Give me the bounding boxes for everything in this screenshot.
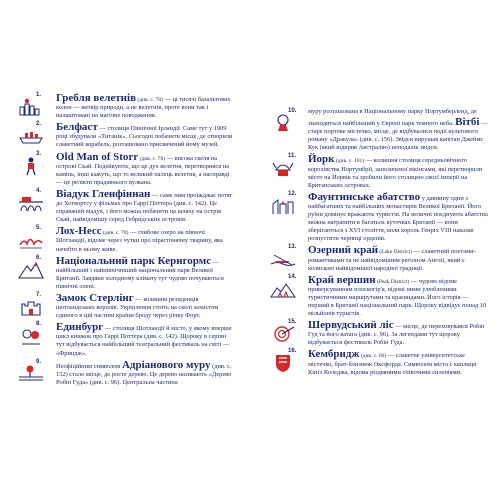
entry-title: Край вершин	[308, 273, 376, 286]
entry-title: Віадук Гленфіннан	[56, 187, 151, 200]
entry-reference: (див. с. 60)	[359, 353, 387, 360]
entry-text	[56, 255, 236, 291]
nessie-icon	[18, 230, 44, 250]
entry-description: — столиця Північної Ірландії. Саме тут у 1909 році збудували «Титанік». Сьогодні побачити місце, де створили славетний корабель, розташовано присвячений йому музей.	[56, 125, 233, 149]
entry-text	[56, 121, 236, 149]
entry-5	[18, 225, 236, 253]
entry-15	[270, 319, 490, 347]
fringe-icon	[18, 326, 44, 346]
whitby-icon	[270, 113, 296, 133]
entry-number: 14.	[288, 273, 297, 280]
entry-description: — колишня столиця середньовічного королівства Нортумбрії, запозиченої вікінгами, які перетворили місто на Йорвік та зробили його столицею своєї імперії на Британських островах.	[308, 157, 483, 189]
entry-title: Національний парк Кернгормс	[56, 254, 212, 267]
entry-text	[56, 188, 236, 224]
entry-number: 5.	[36, 225, 42, 232]
entry-text	[56, 292, 236, 320]
entry-description: — славетне університетське містечко, брат-близнюк Оксфорда. Символом міста є каплиця Кінґз Коледжа, відома різдвяними співочими силеніями.	[308, 352, 477, 376]
entry-9	[18, 359, 236, 387]
entry-number: 1.	[36, 92, 42, 98]
entry-text	[56, 92, 236, 120]
giants-causeway-icon	[18, 97, 44, 117]
mountain-icon	[18, 260, 44, 280]
entry-lead: Неофіційним символом	[56, 362, 122, 370]
entry-title: Old Man of Storr	[56, 150, 139, 163]
entry-title: Йорк	[308, 153, 335, 166]
entry-description: — висока скеля на острові Скай. Подейкують, що це дух велетня, перетворився на камінь, інші кажуть, що то великий палець велетня, а насправді — це релікти прадавнього вулкана.	[56, 154, 230, 186]
entry-title: Гребля велетнів	[56, 92, 137, 104]
entry-text	[56, 359, 236, 387]
entry-number: 9.	[36, 358, 42, 365]
entry-description: (див. с. 152) стало місце, де росте дерево. Це дерево називають «Дерево Робін Гуда» (див. с. 96). Центральна частина	[56, 362, 232, 386]
entry-description: — старе портове містечко, місце, де відбувалися події культового роману «Дракула» (див. с. 156). Звідси вирушав капітан Джеймс Кук (який відкрив Австралію) неподалік звідси.	[308, 120, 488, 152]
hiker-icon	[18, 156, 44, 176]
entry-description: — колишня резиденція шотландських королів. Укріплення стоїть на скелі захистом єдиного в цій частині країни броду через річку Форт.	[56, 295, 219, 320]
entry-text	[308, 191, 490, 244]
abbey-icon	[270, 196, 296, 216]
entry-number: 6.	[36, 254, 42, 261]
entry-number: 12.	[288, 190, 297, 197]
entry-description: — глибоке озеро на півночі Шотландії, відоме через чутки про пірастоначну тварину, яка начебто в ньому живе.	[56, 229, 223, 253]
cambridge-crest-icon	[270, 353, 296, 373]
entry-title: Замок Стерлінг	[56, 291, 134, 304]
entry-number: 11.	[288, 153, 297, 160]
target-arrow-icon	[270, 324, 296, 344]
entry-number: 16.	[288, 348, 297, 355]
entry-text	[56, 225, 236, 253]
entry-title: Белфаст	[56, 121, 98, 134]
entry-number: 15.	[288, 319, 297, 326]
entry-number: 7.	[36, 291, 42, 298]
entry-number: 13.	[288, 244, 297, 251]
entry-title: Вітбі	[455, 116, 480, 129]
entry-title: Шервудський ліс	[308, 319, 394, 332]
entry-title: Лох-Несс	[56, 225, 102, 238]
entry-title: Единбург	[56, 321, 104, 334]
entry-16	[270, 348, 490, 376]
entry-description: — саме ним проїжджає потяг до Хогвортсу у фільмах про Гаррі Поттера (див. с. 142). Це справжній віадук, і його можна побачити на шляху на острів Скай, найвідомішу серед Гебридських островів.	[56, 191, 233, 224]
entry-title: Фаунтинське абатство	[308, 190, 421, 203]
entry-reference: (див. с. 78)	[101, 230, 129, 237]
entry-4	[18, 188, 236, 224]
entry-text	[308, 348, 490, 376]
roman-wall-icon	[18, 364, 44, 384]
entry-description: — ці тисячі базальтових колон — витвір природи, а не велетнів, проте вони так і налаштовані на магічне поводження.	[56, 96, 231, 120]
entry-7	[18, 292, 236, 320]
entry-reference: (див. с. 78)	[136, 97, 163, 103]
entry-number: 4.	[36, 187, 42, 194]
entry-description: — місце, де переховувався Робін Гуд та його ватага (див. с. 96). За легендами тут щороку відбувається фестиваль Робін Гуда.	[308, 323, 485, 347]
entry-text	[308, 274, 490, 318]
lake-rowing-icon	[270, 249, 296, 269]
viaduct-train-icon	[18, 193, 44, 213]
entry-8	[18, 321, 236, 357]
entry-3	[18, 151, 236, 187]
entry-6	[18, 255, 236, 291]
ship-icon	[18, 126, 44, 146]
entry-14	[270, 274, 490, 318]
entry-reference: (див. с. 78)	[138, 155, 166, 162]
entry-text	[308, 153, 490, 189]
entry-lead: муру розташована в Національному парку Нортумберленд, де знаходиться найбільший у Європі парк темного неба.	[308, 108, 477, 128]
entry-reference: (див. с. 101)	[334, 158, 365, 165]
entry-description: — славетний поетами-романтиками та не найвідомішим регіоном Англії, який є колискою найвідомішої народної традиції.	[308, 248, 476, 272]
entry-text	[308, 108, 490, 152]
left-column	[18, 92, 236, 388]
right-column	[270, 108, 490, 378]
entry-description: — найбільший і найпівнічніший національний парк Великої Британії. Завдяки холодному клімату тут чудово почуваються північні олені.	[56, 258, 224, 290]
entry-number: 2.	[36, 121, 42, 128]
entry-number: 10.	[288, 108, 297, 114]
entry-2	[18, 121, 236, 149]
entry-reference: (Peak District)	[375, 278, 410, 285]
castle-icon	[18, 297, 44, 317]
entry-10	[270, 108, 490, 152]
entry-description: — столиця Шотландії й місто, у якому вперше цикл книжок про Гаррі Поттера (див. с. 142). Щороку в серпні тут відбувається найбільший театральний фестиваль на світі — «Фриндж».	[56, 325, 232, 357]
entry-12	[270, 191, 490, 244]
entry-number: 8.	[36, 321, 42, 328]
entry-reference: (Lake District)	[378, 249, 412, 256]
entry-title: Адріанового муру	[121, 358, 211, 371]
viking-icon	[270, 158, 296, 178]
entry-text	[308, 319, 490, 347]
entry-text	[308, 244, 490, 272]
entry-11	[270, 153, 490, 189]
peak-district-icon	[270, 279, 296, 299]
entry-title: Озерний край	[308, 244, 379, 257]
entry-13	[270, 244, 490, 272]
entry-description: у давнину один з найбагатших та найбільших монастирів Великої Британії. Його руїни домінує вражають туристів. На величні поєднують абатства можна натрапити в багатьох куточках Британії — вони зберігаються з XVI століття, коли король Генріх VIII наказав розпустити черниці орденів.	[308, 194, 488, 243]
entry-number: 3.	[36, 150, 42, 157]
entry-1	[18, 92, 236, 120]
entry-text	[56, 151, 236, 187]
entry-text	[56, 321, 236, 357]
entry-description: — чудово відоме приверсуванням плоскогір'я, відомі ними улюбленими туристичними маршрутами та краєвидами. Його історія — перший в Британії національний парк. Щороку відвідує понад 10 мільйонів туристів.	[308, 277, 487, 318]
entry-title: Кембридж	[308, 348, 360, 361]
